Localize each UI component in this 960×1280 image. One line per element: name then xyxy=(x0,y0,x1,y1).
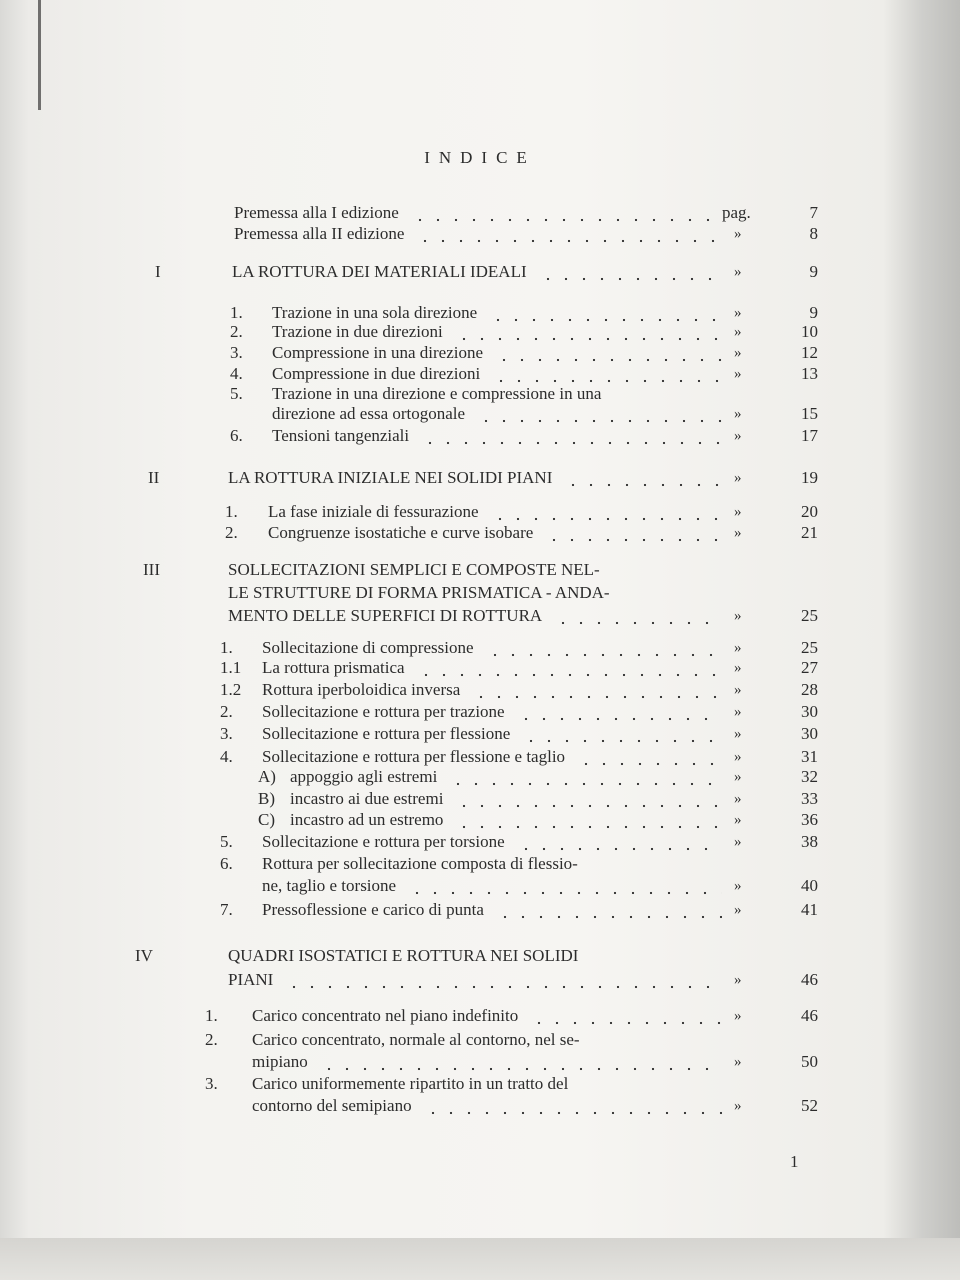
chapter-II-page: 19 xyxy=(801,468,818,487)
front-matter-entry-page-label: » xyxy=(734,226,742,242)
dot-leader xyxy=(320,1052,722,1072)
surface-below-page xyxy=(0,1238,960,1280)
dot-leader xyxy=(492,364,722,384)
section-entry-number: C) xyxy=(258,810,275,829)
section-entry-page: 31 xyxy=(801,747,818,766)
section-entry-number: 7. xyxy=(220,900,233,919)
section-entry-page-label: » xyxy=(734,660,742,676)
front-matter-entry-page-label: pag. xyxy=(722,203,751,222)
section-entry-page-label: » xyxy=(734,324,742,340)
section-entry-number: 1. xyxy=(225,502,238,521)
section-entry-page-label: » xyxy=(734,640,742,656)
dot-leader xyxy=(416,224,722,244)
section-entry-page: 9 xyxy=(809,303,818,322)
section-entry-text: Rottura per sollecitazione composta di flessio- xyxy=(262,854,578,873)
section-entry-text: Trazione in una direzione e compressione in una xyxy=(272,384,602,403)
section-entry-page-label: » xyxy=(734,1054,742,1070)
dot-leader xyxy=(530,1006,722,1026)
section-entry-number: 6. xyxy=(230,426,243,445)
section-entry-number: 1.2 xyxy=(220,680,242,699)
dot-leader xyxy=(554,606,722,626)
section-entry-text: incastro ai due estremi xyxy=(290,789,444,808)
section-entry-text: Trazione in due direzioni xyxy=(272,322,443,341)
dot-leader xyxy=(449,767,722,787)
section-entry-text: Sollecitazione e rottura per flessione xyxy=(262,724,511,743)
section-entry-page-label: » xyxy=(734,682,742,698)
dot-leader xyxy=(517,702,722,722)
section-entry-page: 12 xyxy=(801,343,818,362)
section-entry-page: 33 xyxy=(801,789,818,808)
section-entry-page-label: » xyxy=(734,1098,742,1114)
chapter-IV-number: IV xyxy=(135,946,153,965)
chapter-I-page: 9 xyxy=(809,262,818,281)
section-entry-text: La rottura prismatica xyxy=(262,658,405,677)
chapter-III-page: 25 xyxy=(801,606,818,625)
section-entry-page: 27 xyxy=(801,658,818,677)
chapter-I-page-label: » xyxy=(734,264,742,280)
dot-leader xyxy=(517,832,722,852)
dot-leader xyxy=(455,789,722,809)
dot-leader xyxy=(285,970,722,990)
dot-leader xyxy=(477,404,722,424)
section-entry-text: Tensioni tangenziali xyxy=(272,426,410,445)
dot-leader xyxy=(496,900,722,920)
chapter-IV-page: 46 xyxy=(801,970,818,989)
dot-leader xyxy=(522,724,722,744)
section-entry-page: 41 xyxy=(801,900,818,919)
section-entry-text: Carico concentrato nel piano indefinito xyxy=(252,1006,519,1025)
front-matter-entry-page: 8 xyxy=(809,224,818,243)
chapter-III-page-label: » xyxy=(734,608,742,624)
section-entry-page: 52 xyxy=(801,1096,818,1115)
section-entry-number: 1. xyxy=(205,1006,218,1025)
section-entry-number: 5. xyxy=(230,384,243,403)
section-entry-page-label: » xyxy=(734,525,742,541)
section-entry-text: Sollecitazione e rottura per trazione xyxy=(262,702,505,721)
section-entry-page: 40 xyxy=(801,876,818,895)
section-entry-page-label: » xyxy=(734,366,742,382)
front-matter-entry-text: Premessa alla II edizione xyxy=(234,224,405,243)
section-entry-page-label: » xyxy=(734,791,742,807)
chapter-III-number: III xyxy=(143,560,160,579)
dot-leader xyxy=(564,468,722,488)
section-entry-page: 13 xyxy=(801,364,818,383)
front-matter-entry-text: Premessa alla I edizione xyxy=(234,203,399,222)
section-entry-text: Pressoflessione e carico di punta xyxy=(262,900,484,919)
section-entry-page-label: » xyxy=(734,345,742,361)
dot-leader xyxy=(424,1096,722,1116)
section-entry-number: 1. xyxy=(230,303,243,322)
dot-leader xyxy=(472,680,722,700)
section-entry-number: 5. xyxy=(220,832,233,851)
section-entry-text: Trazione in una sola direzione xyxy=(272,303,478,322)
section-entry-number: 2. xyxy=(225,523,238,542)
section-entry-text: Carico concentrato, normale al contorno, nel se- xyxy=(252,1030,580,1049)
chapter-I-number: I xyxy=(155,262,161,281)
dot-leader xyxy=(495,343,722,363)
chapter-II-number: II xyxy=(148,468,160,487)
section-entry-number: 3. xyxy=(220,724,233,743)
section-entry-page: 21 xyxy=(801,523,818,542)
chapter-II-text: LA ROTTURA INIZIALE NEI SOLIDI PIANI xyxy=(228,468,553,487)
dot-leader xyxy=(421,426,722,446)
section-entry-number: 2. xyxy=(230,322,243,341)
section-entry-page: 10 xyxy=(801,322,818,341)
section-entry-number: 1. xyxy=(220,638,233,657)
section-entry-text: Sollecitazione di compressione xyxy=(262,638,474,657)
dot-leader xyxy=(455,322,722,342)
section-entry-number: 4. xyxy=(220,747,233,766)
section-entry-page: 25 xyxy=(801,638,818,657)
chapter-III-text: LE STRUTTURE DI FORMA PRISMATICA - ANDA- xyxy=(228,583,610,602)
section-entry-number: 4. xyxy=(230,364,243,383)
section-entry-page: 36 xyxy=(801,810,818,829)
section-entry-page: 30 xyxy=(801,702,818,721)
section-entry-text: La fase iniziale di fessurazione xyxy=(268,502,479,521)
front-matter-entry-page: 7 xyxy=(809,203,818,222)
section-entry-text: Rottura iperboloidica inversa xyxy=(262,680,461,699)
section-entry-text: contorno del semipiano xyxy=(252,1096,412,1115)
section-entry-text: ne, taglio e torsione xyxy=(262,876,397,895)
section-entry-number: 3. xyxy=(230,343,243,362)
page-edge xyxy=(38,0,41,110)
section-entry-number: A) xyxy=(258,767,276,786)
section-entry-text: Compressione in una direzione xyxy=(272,343,484,362)
section-entry-page-label: » xyxy=(734,704,742,720)
chapter-IV-text: QUADRI ISOSTATICI E ROTTURA NEI SOLIDI xyxy=(228,946,579,965)
section-entry-page: 46 xyxy=(801,1006,818,1025)
section-entry-text: Compressione in due direzioni xyxy=(272,364,481,383)
section-entry-page-label: » xyxy=(734,406,742,422)
dot-leader xyxy=(417,658,722,678)
section-entry-number: B) xyxy=(258,789,275,808)
section-entry-text: mipiano xyxy=(252,1052,308,1071)
section-entry-page-label: » xyxy=(734,902,742,918)
section-entry-page-label: » xyxy=(734,878,742,894)
dot-leader xyxy=(411,203,712,223)
section-entry-text: appoggio agli estremi xyxy=(290,767,438,786)
section-entry-text: Congruenze isostatiche e curve isobare xyxy=(268,523,534,542)
section-entry-page: 50 xyxy=(801,1052,818,1071)
dot-leader xyxy=(539,262,722,282)
page-number: 1 xyxy=(790,1152,799,1171)
section-entry-number: 6. xyxy=(220,854,233,873)
section-entry-text: direzione ad essa ortogonale xyxy=(272,404,466,423)
chapter-IV-text: PIANI xyxy=(228,970,274,989)
chapter-III-text: SOLLECITAZIONI SEMPLICI E COMPOSTE NEL- xyxy=(228,560,600,579)
section-entry-text: Sollecitazione e rottura per torsione xyxy=(262,832,505,851)
section-entry-page-label: » xyxy=(734,812,742,828)
dot-leader xyxy=(545,523,722,543)
section-entry-page: 30 xyxy=(801,724,818,743)
chapter-I-text: LA ROTTURA DEI MATERIALI IDEALI xyxy=(232,262,527,281)
section-entry-text: Carico uniformemente ripartito in un tratto del xyxy=(252,1074,569,1093)
dot-leader xyxy=(455,810,722,830)
section-entry-page-label: » xyxy=(734,504,742,520)
section-entry-number: 2. xyxy=(205,1030,218,1049)
chapter-IV-page-label: » xyxy=(734,972,742,988)
index-heading: INDICE xyxy=(424,148,536,167)
section-entry-number: 3. xyxy=(205,1074,218,1093)
chapter-II-page-label: » xyxy=(734,470,742,486)
section-entry-page: 17 xyxy=(801,426,818,445)
section-entry-page: 32 xyxy=(801,767,818,786)
section-entry-page-label: » xyxy=(734,749,742,765)
chapter-III-text: MENTO DELLE SUPERFICI DI ROTTURA xyxy=(228,606,543,625)
section-entry-text: incastro ad un estremo xyxy=(290,810,444,829)
section-entry-number: 2. xyxy=(220,702,233,721)
section-entry-text: Sollecitazione e rottura per flessione e taglio xyxy=(262,747,566,766)
section-entry-page-label: » xyxy=(734,834,742,850)
dot-leader xyxy=(577,747,722,767)
section-entry-page: 38 xyxy=(801,832,818,851)
section-entry-page-label: » xyxy=(734,769,742,785)
section-entry-number: 1.1 xyxy=(220,658,242,677)
dot-leader xyxy=(408,876,722,896)
dot-leader xyxy=(486,638,723,658)
section-entry-page: 20 xyxy=(801,502,818,521)
section-entry-page-label: » xyxy=(734,305,742,321)
section-entry-page: 15 xyxy=(801,404,818,423)
section-entry-page-label: » xyxy=(734,428,742,444)
dot-leader xyxy=(491,502,722,522)
section-entry-page-label: » xyxy=(734,726,742,742)
section-entry-page: 28 xyxy=(801,680,818,699)
section-entry-page-label: » xyxy=(734,1008,742,1024)
dot-leader xyxy=(489,303,722,323)
